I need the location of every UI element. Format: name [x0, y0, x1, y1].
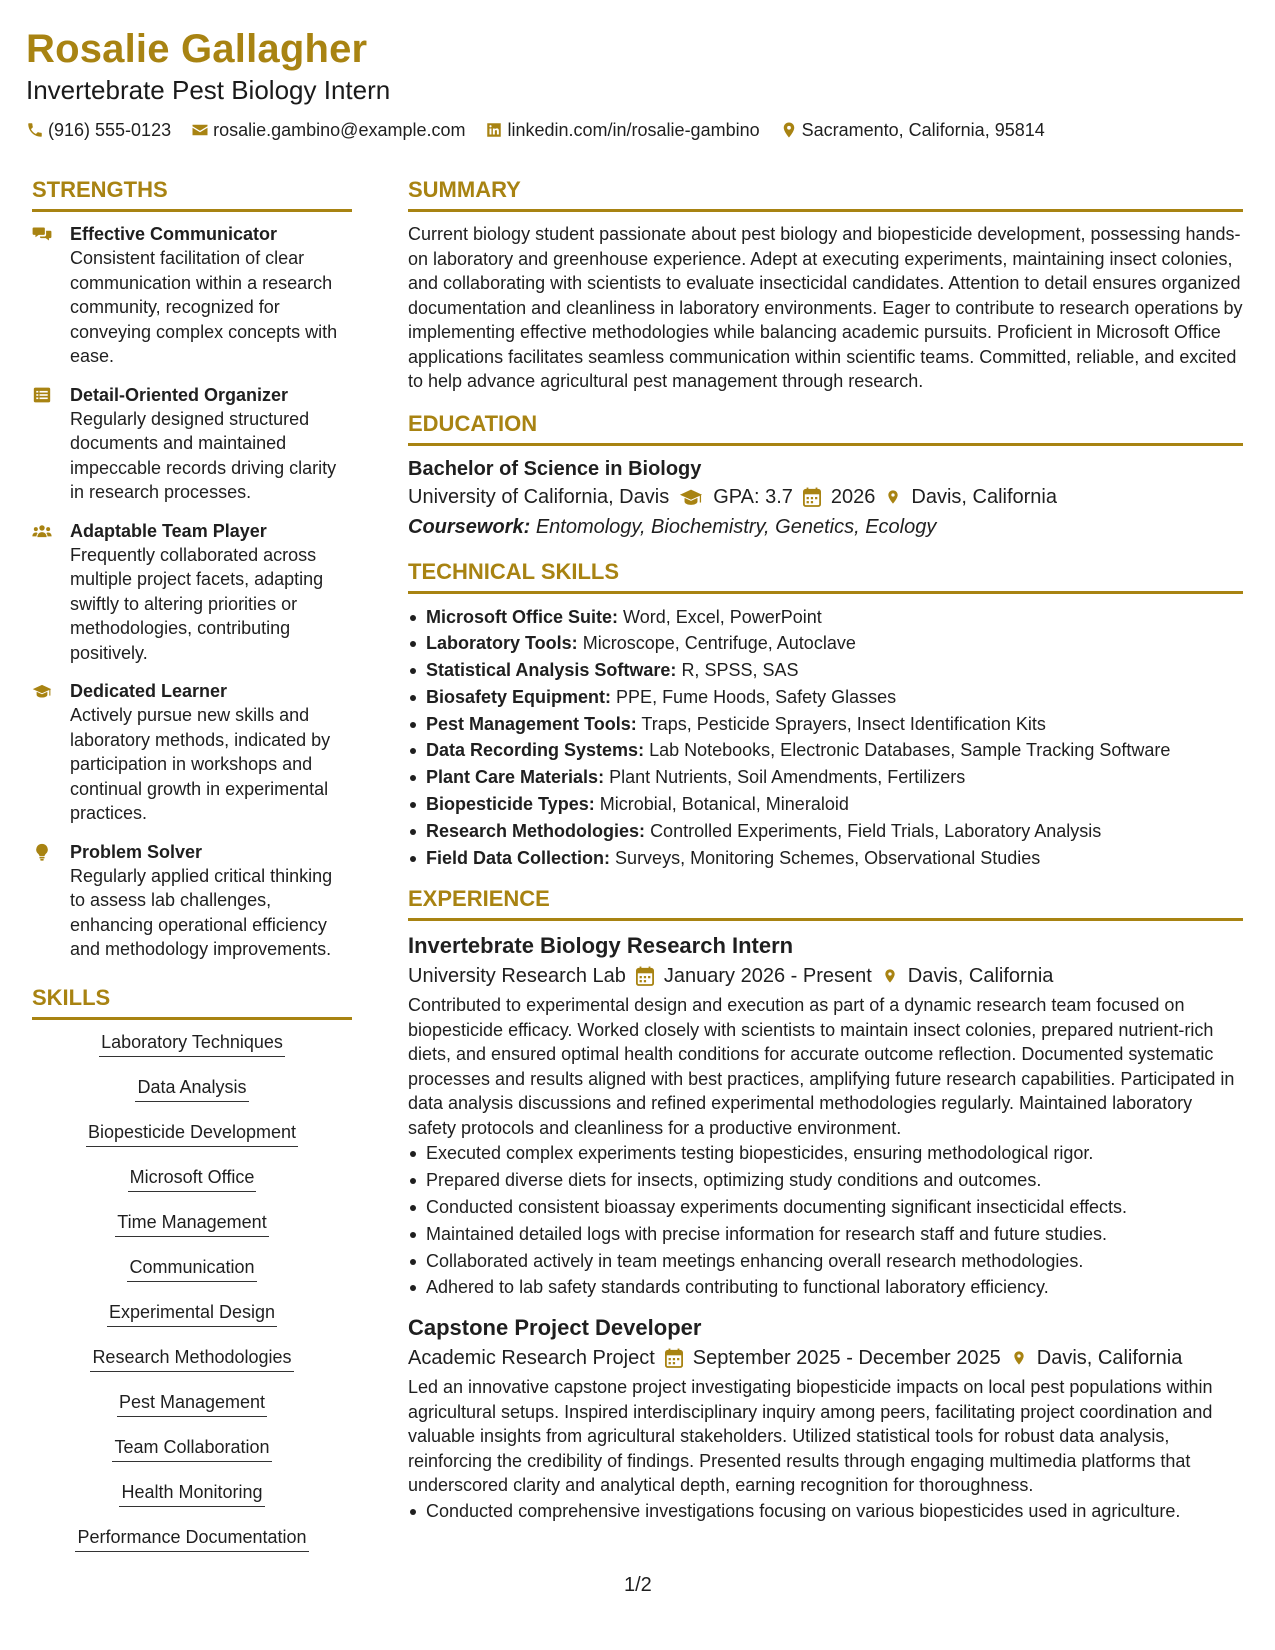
- list-item: Pest Management Tools: Traps, Pesticide Sprayers, Insect Identification Kits: [426, 711, 1243, 738]
- list-item: Prepared diverse diets for insects, optimizing study conditions and outcomes.: [426, 1167, 1243, 1194]
- job-bullets: [408, 1140, 1243, 1301]
- contact-row: [26, 118, 1246, 142]
- strength-item: [32, 383, 352, 505]
- skill-tag: Experimental Design: [107, 1300, 277, 1327]
- strength-item: [32, 840, 352, 962]
- list-item: Plant Care Materials: Plant Nutrients, Soil Amendments, Fertilizers: [426, 764, 1243, 791]
- list-item: Laboratory Tools: Microscope, Centrifuge, Autoclave: [426, 630, 1243, 657]
- email-text: rosalie.gambino@example.com: [213, 120, 466, 140]
- strength-title: Dedicated Learner: [70, 681, 228, 701]
- education-location: Davis, California: [911, 485, 1057, 508]
- strength-item: [32, 679, 352, 826]
- contact-linkedin[interactable]: [485, 118, 759, 142]
- calendar-icon: [665, 1348, 683, 1368]
- skill-tag: Biopesticide Development: [86, 1120, 298, 1147]
- job-title: Capstone Project Developer: [408, 1315, 702, 1341]
- candidate-name: Rosalie Gallagher: [26, 27, 368, 71]
- map-pin-icon: [885, 486, 901, 508]
- strength-text: Frequently collaborated across multiple project facets, adapting swiftly to altering priorities or methodologies, contributing positively.: [70, 544, 324, 663]
- left-column: [32, 176, 352, 1570]
- contact-email[interactable]: [191, 118, 465, 142]
- strength-text: Consistent facilitation of clear communication within a research community, recognized for conveying complex concepts with ease.: [70, 248, 338, 366]
- job-description: Contributed to experimental design and execution as part of a dynamic research team focused on biopesticide efficacy. Worked closely with scientists to maintain insect colonies, prepared nutrient-rich diets, and ensured optimal health conditions for accurate outcome reflection. Documented systematic processes and results aligned with best practices, amplifying future research capabilities. Participated in data analysis discussions and refined experimental methodologies regularly. Maintained laboratory safety protocols and cleanliness for a productive environment.: [408, 995, 1235, 1138]
- list-item: Research Methodologies: Controlled Experiments, Field Trials, Laboratory Analysis: [426, 818, 1243, 845]
- candidate-title: Invertebrate Pest Biology Intern: [26, 75, 391, 105]
- coursework: [408, 512, 1243, 542]
- skill-tag: Health Monitoring: [119, 1480, 264, 1507]
- school: University of California, Davis: [408, 485, 670, 508]
- job-title: Invertebrate Biology Research Intern: [408, 933, 794, 959]
- strength-item: [32, 222, 352, 369]
- skill-tag: Laboratory Techniques: [99, 1030, 285, 1057]
- job-org: Academic Research Project: [408, 1347, 655, 1370]
- calendar-icon: [803, 487, 821, 507]
- list-item: Data Recording Systems: Lab Notebooks, Electronic Databases, Sample Tracking Software: [426, 737, 1243, 764]
- list-item: Microsoft Office Suite: Word, Excel, PowerPoint: [426, 604, 1243, 631]
- contact-phone[interactable]: [26, 118, 171, 142]
- list-icon: [32, 386, 52, 404]
- list-item: Field Data Collection: Surveys, Monitoring Schemes, Observational Studies: [426, 845, 1243, 872]
- lightbulb-icon: [32, 843, 52, 861]
- strength-title: Detail-Oriented Organizer: [70, 384, 289, 405]
- job-bullets: [408, 1498, 1243, 1525]
- strength-text: Regularly applied critical thinking to assess lab challenges, enhancing operational efficiency and methodology improvements.: [70, 865, 333, 959]
- strength-text: Actively pursue new skills and laboratory methods, indicated by participation in workshops and continual growth in experimental practices.: [70, 705, 331, 823]
- skill-tag: Communication: [127, 1255, 256, 1282]
- graduation-cap-icon: [32, 682, 52, 700]
- job-location: Davis, California: [1036, 1347, 1183, 1370]
- calendar-icon: [636, 966, 654, 986]
- resume-header: [26, 26, 1246, 142]
- list-item: Adhered to lab safety standards contributing to functional laboratory efficiency.: [426, 1274, 1243, 1301]
- degree: Bachelor of Science in Biology: [408, 457, 702, 480]
- coursework-list: Entomology, Biochemistry, Genetics, Ecology: [535, 515, 937, 538]
- strengths-heading: STRENGTHS: [32, 176, 352, 212]
- list-item: Biosafety Equipment: PPE, Fume Hoods, Safety Glasses: [426, 684, 1243, 711]
- job-meta: [408, 961, 1243, 991]
- job-entry: [408, 931, 1243, 1301]
- linkedin-icon: [485, 121, 503, 139]
- list-item: Collaborated actively in team meetings enhancing overall research methodologies.: [426, 1248, 1243, 1275]
- skill-tag: Pest Management: [117, 1390, 267, 1417]
- skill-tag: Performance Documentation: [75, 1525, 308, 1552]
- skill-tag: Time Management: [115, 1210, 268, 1237]
- skill-tag: Data Analysis: [135, 1075, 248, 1102]
- skill-tag: Research Methodologies: [90, 1345, 293, 1372]
- list-item: Biopesticide Types: Microbial, Botanical, Mineraloid: [426, 791, 1243, 818]
- skill-tag: Microsoft Office: [128, 1165, 257, 1192]
- list-item: Statistical Analysis Software: R, SPSS, SAS: [426, 657, 1243, 684]
- contact-location: [780, 118, 1045, 142]
- phone-text: (916) 555-0123: [48, 120, 172, 140]
- skills-list: [32, 1030, 352, 1570]
- education-heading: EDUCATION: [408, 410, 1243, 446]
- technical-skills-heading: TECHNICAL SKILLS: [408, 558, 1243, 594]
- map-pin-icon: [1011, 1347, 1027, 1369]
- page-number: 1/2: [624, 1574, 652, 1596]
- gpa: GPA: 3.7: [713, 485, 793, 508]
- strength-text: Regularly designed structured documents and maintained impeccable records driving clarity in research processes.: [70, 408, 337, 502]
- strength-title: Problem Solver: [70, 841, 203, 862]
- strength-item: [32, 519, 352, 666]
- map-pin-icon: [882, 965, 898, 987]
- strength-title: Effective Communicator: [70, 224, 278, 244]
- linkedin-text: linkedin.com/in/rosalie-gambino: [507, 120, 760, 140]
- strength-title: Adaptable Team Player: [70, 520, 267, 541]
- job-dates: September 2025 - December 2025: [692, 1347, 1001, 1370]
- list-item: Executed complex experiments testing biopesticides, ensuring methodological rigor.: [426, 1140, 1243, 1167]
- job-meta: [408, 1343, 1243, 1373]
- education-meta: [408, 482, 1243, 512]
- experience-heading: EXPERIENCE: [408, 885, 1243, 921]
- location-text: Sacramento, California, 95814: [801, 120, 1045, 140]
- job-dates: January 2026 - Present: [663, 965, 872, 988]
- job-entry: [408, 1313, 1243, 1524]
- skill-tag: Team Collaboration: [112, 1435, 271, 1462]
- summary-text: Current biology student passionate about pest biology and biopesticide development, possessing hands-on laboratory and greenhouse experience. Adept at executing experiments, maintaining insect colonies, and collaborating with scientists to evaluate insecticidal candidates. Attention to detail ensures organized documentation and cleanliness in laboratory environments. Eager to contribute to research operations by implementing effective methodologies while balancing academic pursuits. Proficient in Microsoft Office applications facilitates seamless communication within scientific teams. Committed, reliable, and excited to help advance agricultural pest management through research.: [408, 224, 1243, 391]
- grad-year: 2026: [830, 485, 876, 508]
- graduation-cap-icon: [679, 487, 703, 507]
- job-location: Davis, California: [907, 965, 1054, 988]
- right-column: [408, 176, 1243, 1525]
- map-pin-icon: [780, 121, 798, 139]
- job-description: Led an innovative capstone project investigating biopesticide impacts on local pest populations within agricultural setups. Inspired interdisciplinary inquiry among peers, facilitating project coordination and valuable insights from agricultural stakeholders. Utilized statistical tools for robust data analysis, reinforcing the credibility of findings. Presented results through engaging multimedia platforms that underscored clarity and analytical depth, earning recognition for thoroughness.: [408, 1377, 1213, 1496]
- chat-icon: [32, 225, 52, 243]
- coursework-label: Coursework:: [408, 515, 531, 538]
- phone-icon: [26, 121, 44, 139]
- skills-heading: SKILLS: [32, 984, 352, 1020]
- technical-skills-list: [408, 604, 1243, 872]
- summary-heading: SUMMARY: [408, 176, 1243, 212]
- team-icon: [32, 522, 52, 540]
- job-org: University Research Lab: [408, 965, 626, 988]
- list-item: Conducted comprehensive investigations focusing on various biopesticides used in agriculture.: [426, 1498, 1243, 1525]
- list-item: Conducted consistent bioassay experiments documenting significant insecticidal effects.: [426, 1194, 1243, 1221]
- list-item: Maintained detailed logs with precise information for research staff and future studies.: [426, 1221, 1243, 1248]
- envelope-icon: [191, 121, 209, 139]
